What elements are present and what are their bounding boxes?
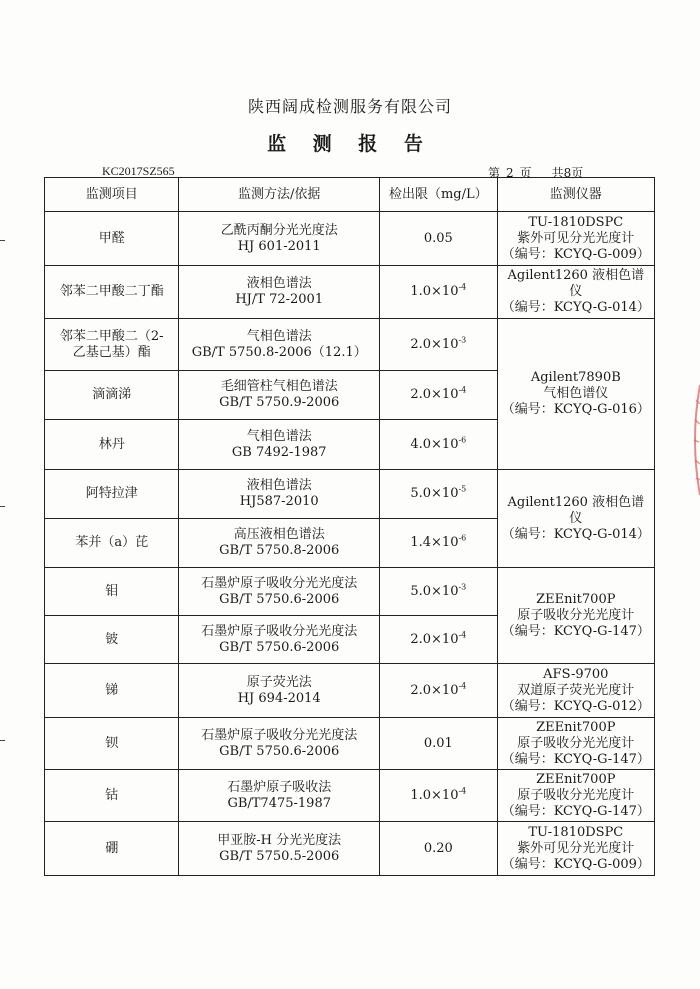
header-instrument: 监测仪器 bbox=[497, 178, 654, 212]
table-row bbox=[45, 568, 655, 616]
cell-method: 甲亚胺-H 分光光度法 GB/T 5750.5-2006 bbox=[179, 822, 380, 876]
page-current: 2 bbox=[506, 166, 514, 180]
cell-limit: 0.05 bbox=[380, 212, 498, 266]
cell-item: 滴滴涕 bbox=[45, 371, 179, 420]
cell-instrument: AFS-9700 双道原子荧光光度计 （编号：KCYQ-G-012） bbox=[497, 664, 654, 718]
margin-mark bbox=[0, 740, 5, 741]
table-row bbox=[45, 718, 655, 770]
cell-item: 阿特拉津 bbox=[45, 470, 179, 519]
cell-method: 液相色谱法 HJ/T 72-2001 bbox=[179, 266, 380, 319]
header-item: 监测项目 bbox=[45, 178, 179, 212]
cell-instrument: Agilent1260 液相色谱仪 （编号：KCYQ-G-014） bbox=[497, 266, 654, 319]
page-total: 共8页 bbox=[551, 166, 584, 180]
cell-item: 铍 bbox=[45, 616, 179, 664]
cell-item: 钼 bbox=[45, 568, 179, 616]
table-row bbox=[45, 319, 655, 371]
company-name: 陕西阔成检测服务有限公司 bbox=[247, 97, 452, 116]
cell-item: 苯并（a）芘 bbox=[45, 519, 179, 568]
cell-instrument: TU-1810DSPC 紫外可见分光光度计 （编号：KCYQ-G-009） bbox=[497, 212, 654, 266]
cell-item: 邻苯二甲酸二（2- 乙基己基）酯 bbox=[45, 319, 179, 371]
cell-method: 石墨炉原子吸收分光光度法 GB/T 5750.6-2006 bbox=[179, 568, 380, 616]
cell-instrument-gc: Agilent7890B 气相色谱仪 （编号：KCYQ-G-016） bbox=[497, 319, 654, 470]
cell-limit: $5.0\times 10^{-5}$ bbox=[380, 470, 498, 519]
cell-instrument-lc: Agilent1260 液相色谱仪 （编号：KCYQ-G-014） bbox=[497, 470, 654, 568]
cell-method: 气相色谱法 GB/T 5750.8-2006（12.1） bbox=[179, 319, 380, 371]
cell-item: 邻苯二甲酸二丁酯 bbox=[45, 266, 179, 319]
table-row bbox=[45, 212, 655, 266]
page-unit: 页 bbox=[519, 166, 532, 180]
cell-limit: $2.0\times 10^{-4}$ bbox=[380, 371, 498, 420]
cell-item: 甲醛 bbox=[45, 212, 179, 266]
margin-mark bbox=[0, 506, 5, 507]
seal-stamp-edge bbox=[688, 380, 700, 500]
cell-method: 液相色谱法 HJ587-2010 bbox=[179, 470, 380, 519]
cell-limit: $2.0\times 10^{-3}$ bbox=[380, 319, 498, 371]
table-header-row bbox=[45, 178, 655, 212]
table-row bbox=[45, 822, 655, 876]
cell-instrument: ZEEnit700P 原子吸收分光光度计 （编号：KCYQ-G-147） bbox=[497, 718, 654, 770]
cell-instrument: ZEEnit700P 原子吸收分光光度计 （编号：KCYQ-G-147） bbox=[497, 770, 654, 822]
cell-method: 石墨炉原子吸收分光光度法 GB/T 5750.6-2006 bbox=[179, 718, 380, 770]
page-prefix: 第 bbox=[488, 166, 501, 180]
cell-method: 原子荧光法 HJ 694-2014 bbox=[179, 664, 380, 718]
cell-instrument: TU-1810DSPC 紫外可见分光光度计 （编号：KCYQ-G-009） bbox=[497, 822, 654, 876]
cell-limit: $1.0\times 10^{-4}$ bbox=[380, 770, 498, 822]
table-row bbox=[45, 664, 655, 718]
cell-limit: 0.01 bbox=[380, 718, 498, 770]
cell-item: 钴 bbox=[45, 770, 179, 822]
header-method: 监测方法/依据 bbox=[179, 178, 380, 212]
cell-method: 毛细管柱气相色谱法 GB/T 5750.9-2006 bbox=[179, 371, 380, 420]
cell-limit: 0.20 bbox=[380, 822, 498, 876]
cell-item: 钡 bbox=[45, 718, 179, 770]
cell-method: 乙酰丙酮分光光度法 HJ 601-2011 bbox=[179, 212, 380, 266]
cell-limit: $2.0\times 10^{-4}$ bbox=[380, 664, 498, 718]
cell-limit: $1.0\times 10^{-4}$ bbox=[380, 266, 498, 319]
monitoring-table bbox=[44, 177, 655, 876]
cell-item: 林丹 bbox=[45, 420, 179, 470]
cell-method: 石墨炉原子吸收分光光度法 GB/T 5750.6-2006 bbox=[179, 616, 380, 664]
cell-limit: $1.4\times 10^{-6}$ bbox=[380, 519, 498, 568]
cell-method: 石墨炉原子吸收法 GB/T7475-1987 bbox=[179, 770, 380, 822]
cell-method: 气相色谱法 GB 7492-1987 bbox=[179, 420, 380, 470]
table-row bbox=[45, 770, 655, 822]
cell-limit: $5.0\times 10^{-3}$ bbox=[380, 568, 498, 616]
header-limit: 检出限（mg/L） bbox=[380, 178, 498, 212]
report-number: KC2017SZ565 bbox=[102, 164, 175, 178]
report-title: 监 测 报 告 bbox=[267, 133, 433, 155]
margin-mark bbox=[0, 240, 5, 241]
table-row bbox=[45, 470, 655, 519]
cell-limit: $2.0\times 10^{-4}$ bbox=[380, 616, 498, 664]
table-row bbox=[45, 266, 655, 319]
cell-item: 锑 bbox=[45, 664, 179, 718]
cell-item: 硼 bbox=[45, 822, 179, 876]
cell-method: 高压液相色谱法 GB/T 5750.8-2006 bbox=[179, 519, 380, 568]
cell-limit: $4.0\times 10^{-6}$ bbox=[380, 420, 498, 470]
cell-instrument-aa: ZEEnit700P 原子吸收分光光度计 （编号：KCYQ-G-147） bbox=[497, 568, 654, 664]
